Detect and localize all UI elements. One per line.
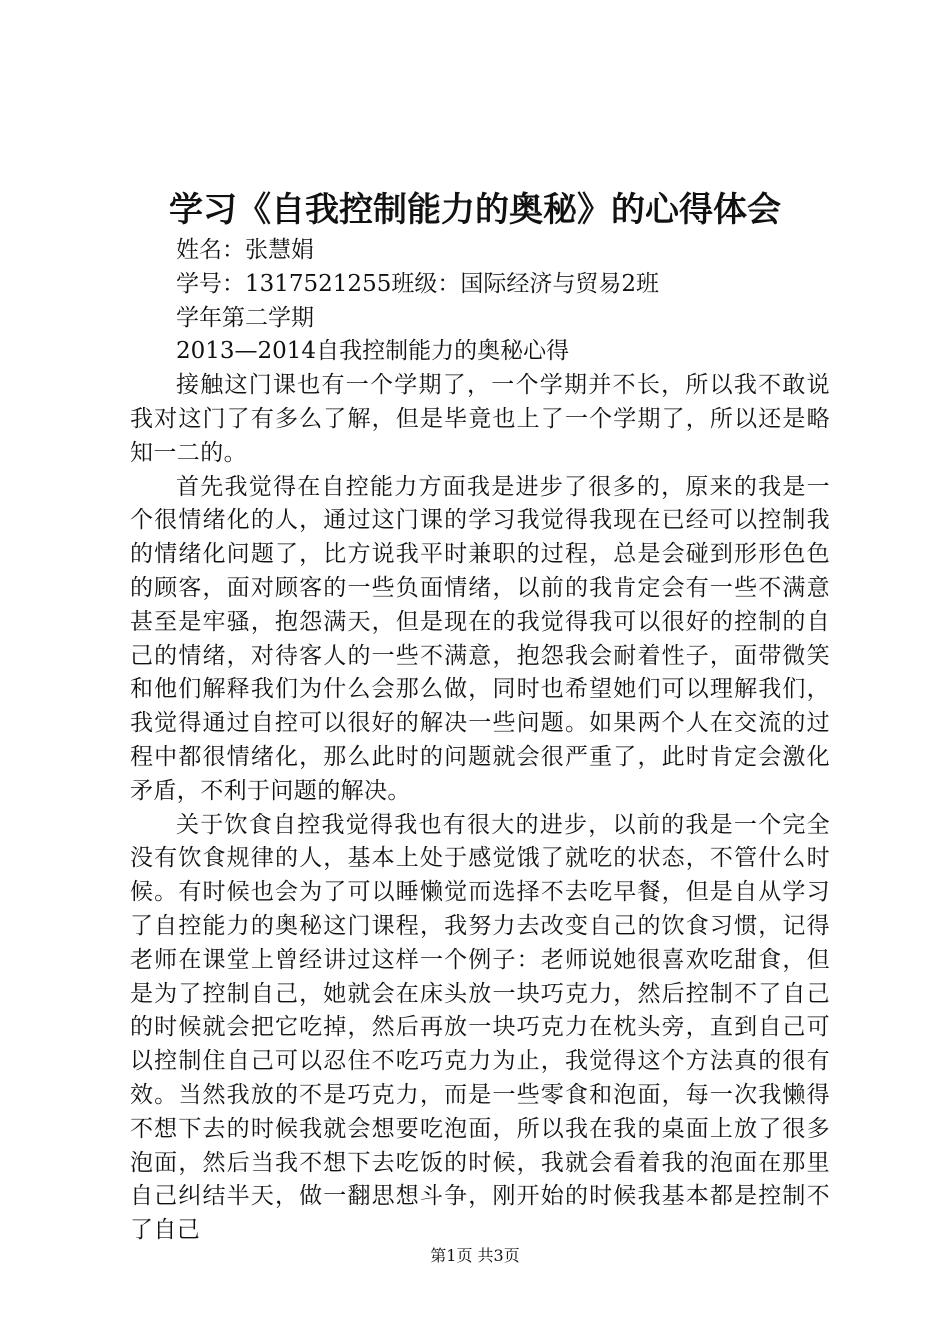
paragraph-intro: 接触这门课也有一个学期了，一个学期并不长，所以我不敢说我对这门了有多么了解，但是毕竟也上了一个学期了，所以还是略知一二的。 <box>130 372 830 466</box>
author-name-line: 姓名：张慧娟 <box>176 237 314 263</box>
document-title: 学习《自我控制能力的奥秘》的心得体会 <box>169 190 781 230</box>
paragraph-emotion-control: 首先我觉得在自控能力方面我是进步了很多的，原来的我是一个很情绪化的人，通过这门课的学习我觉得我现在已经可以控制我的情绪化问题了，比方说我平时兼职的过程，总是会碰到形形色色的顾客，面对顾客的一些负面情绪，以前的我肯定会有一些不满意甚至是牢骚，抱怨满天，但是现在的我觉得我可以很好的控制的自己的情绪，对待客人的一些不满意，抱怨我会耐着性子，面带微笑和他们解释我们为什么会那么做，同时也希望她们可以理解我们，我觉得通过自控可以很好的解决一些问题。如果两个人在交流的过程中都很情绪化，那么此时的问题就会很严重了，此时肯定会激化矛盾，不利于问题的解决。 <box>130 473 830 804</box>
student-id-class-line: 学号：1317521255班级：国际经济与贸易2班 <box>176 270 659 297</box>
document-body <box>130 234 830 1248</box>
page-number-footer: 第1页 共3页 <box>430 1246 520 1265</box>
paragraph-diet-control: 关于饮食自控我觉得我也有很大的进步，以前的我是一个完全没有饮食规律的人，基本上处于感觉饿了就吃的状态，不管什么时候。有时候也会为了可以睡懒觉而选择不去吃早餐，但是自从学习了自控能力的奥秘这门课程，我努力去改变自己的饮食习惯，记得老师在课堂上曾经讲过这样一个例子：老师说她很喜欢吃甜食，但是为了控制自己，她就会在床头放一块巧克力，然后控制不了自己的时候就会把它吃掉，然后再放一块巧克力在枕头旁，直到自己可以控制住自己可以忍住不吃巧克力为止，我觉得这个方法真的很有效。当然我放的不是巧克力，而是一些零食和泡面，每一次我懒得不想下去的时候我就会想要吃泡面，所以我在我的桌面上放了很多泡面，然后当我不想下去吃饭的时候，我就会看着我的泡面在那里自己纠结半天，做一翻思想斗争，刚开始的时候我基本都是控制不了自己 <box>130 811 830 1244</box>
semester-line: 学年第二学期 <box>176 304 314 331</box>
course-heading-line: 2013—2014自我控制能力的奥秘心得 <box>176 338 570 365</box>
